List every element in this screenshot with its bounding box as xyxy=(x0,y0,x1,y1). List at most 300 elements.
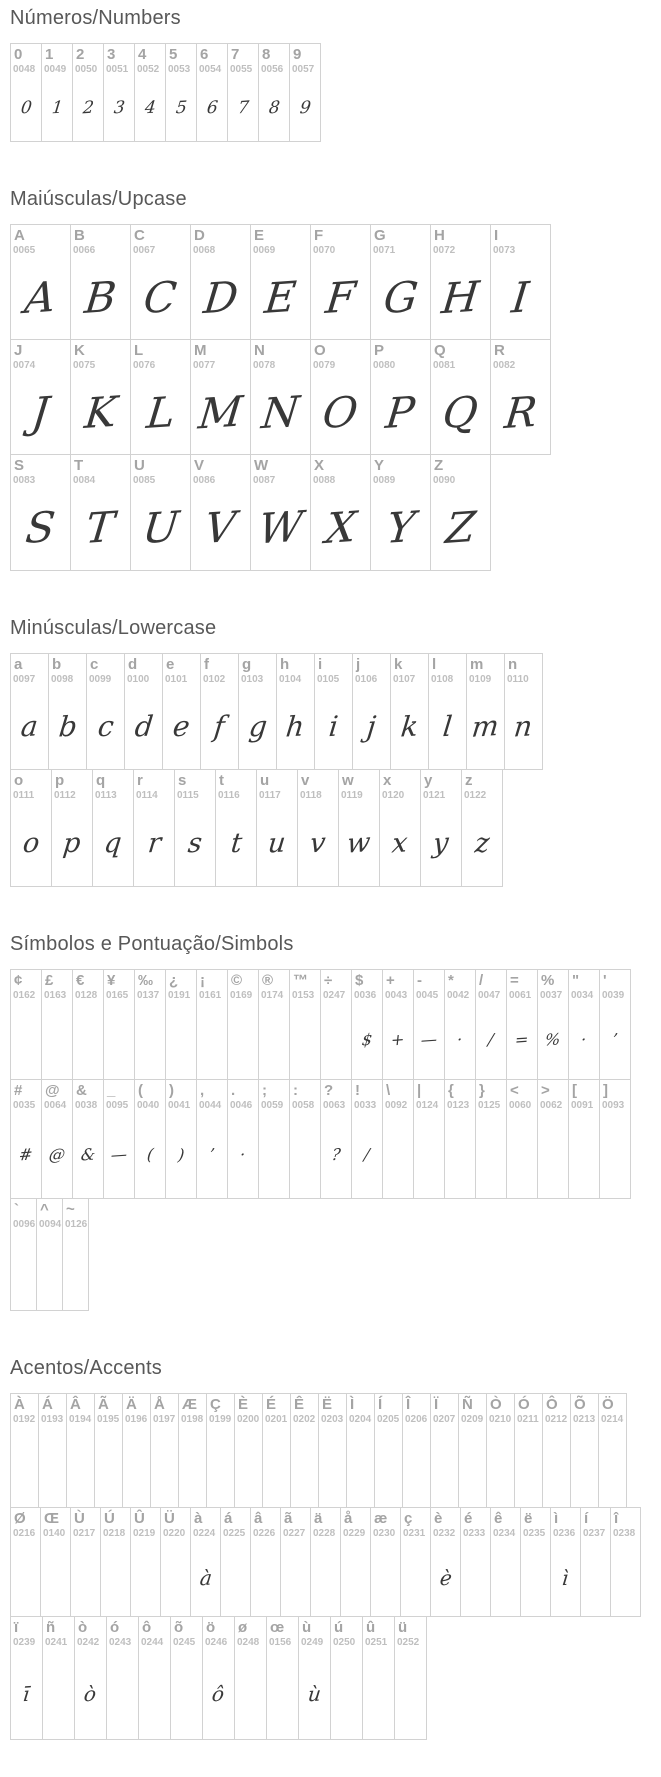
cell-glyph-area xyxy=(538,1111,568,1198)
glyph-cell xyxy=(490,224,551,340)
cell-character: J xyxy=(11,340,70,359)
cell-glyph: 6 xyxy=(207,108,218,109)
cell-character: ) xyxy=(166,1080,196,1099)
glyph-row xyxy=(10,1616,661,1740)
cell-glyph-area xyxy=(239,685,276,769)
cell-glyph: 0 xyxy=(21,108,32,109)
cell-character: $ xyxy=(352,970,382,989)
cell-character: â xyxy=(251,1508,280,1527)
cell-glyph-area xyxy=(235,1648,266,1739)
cell-glyph-area xyxy=(259,75,289,141)
glyph-cell xyxy=(444,1079,476,1199)
cell-glyph: h xyxy=(286,726,304,727)
glyph-cell xyxy=(379,769,421,887)
glyph-cell xyxy=(51,769,93,887)
glyph-cell xyxy=(42,1616,75,1740)
cell-unicode-code: 0201 xyxy=(263,1413,290,1425)
cell-glyph: è xyxy=(440,1577,452,1578)
cell-glyph-area xyxy=(131,256,190,339)
cell-unicode-code: 0217 xyxy=(71,1527,100,1539)
cell-character: Û xyxy=(131,1508,160,1527)
cell-character: ë xyxy=(521,1508,550,1527)
glyph-cell xyxy=(402,1393,431,1508)
cell-glyph: & xyxy=(81,1154,95,1155)
cell-character: ‰ xyxy=(135,970,165,989)
cell-unicode-code: 0236 xyxy=(551,1527,580,1539)
cell-glyph-area xyxy=(221,1539,250,1616)
cell-glyph-area xyxy=(352,1111,382,1198)
cell-character: É xyxy=(263,1394,290,1413)
cell-glyph-area xyxy=(251,486,310,570)
cell-unicode-code: 0120 xyxy=(380,789,420,801)
cell-character: õ xyxy=(171,1617,202,1636)
cell-character: Â xyxy=(67,1394,94,1413)
cell-glyph: $ xyxy=(362,1040,372,1041)
cell-character: Ë xyxy=(319,1394,346,1413)
cell-unicode-code: 0153 xyxy=(290,989,320,1001)
cell-glyph: N xyxy=(262,411,299,414)
glyph-cell xyxy=(340,1507,371,1617)
glyph-cell xyxy=(430,454,491,571)
cell-unicode-code: 0114 xyxy=(134,789,174,801)
cell-glyph-area xyxy=(131,486,190,570)
cell-glyph-area xyxy=(93,801,133,886)
cell-character: Ù xyxy=(71,1508,100,1527)
cell-character: - xyxy=(414,970,444,989)
cell-unicode-code: 0081 xyxy=(431,359,490,371)
cell-glyph-area xyxy=(571,1425,598,1507)
cell-character: Ò xyxy=(487,1394,514,1413)
cell-glyph: O xyxy=(323,411,358,413)
cell-glyph: @ xyxy=(49,1154,65,1155)
cell-unicode-code: 0194 xyxy=(67,1413,94,1425)
cell-unicode-code: 0246 xyxy=(203,1636,234,1648)
cell-glyph: ò xyxy=(84,1693,96,1694)
cell-glyph: g xyxy=(248,726,266,727)
cell-unicode-code: 0198 xyxy=(179,1413,206,1425)
cell-glyph: à xyxy=(199,1577,211,1578)
cell-glyph: V xyxy=(205,527,236,529)
cell-unicode-code: 0245 xyxy=(171,1636,202,1648)
cell-glyph-area xyxy=(175,801,215,886)
glyph-cell xyxy=(70,224,131,340)
glyph-cell xyxy=(351,969,383,1080)
cell-character: = xyxy=(507,970,537,989)
cell-unicode-code: 0067 xyxy=(131,244,190,256)
cell-character: î xyxy=(611,1508,640,1527)
cell-unicode-code: 0055 xyxy=(228,63,258,75)
cell-unicode-code: 0097 xyxy=(11,673,48,685)
cell-unicode-code: 0238 xyxy=(611,1527,640,1539)
cell-glyph-area xyxy=(71,256,130,339)
cell-glyph-area xyxy=(403,1425,430,1507)
cell-character: Ü xyxy=(161,1508,190,1527)
cell-character: Ö xyxy=(599,1394,626,1413)
cell-unicode-code: 0050 xyxy=(73,63,103,75)
cell-unicode-code: 0077 xyxy=(191,359,250,371)
glyph-cell xyxy=(320,969,352,1080)
cell-unicode-code: 0034 xyxy=(569,989,599,1001)
cell-glyph-area xyxy=(259,1001,289,1079)
cell-unicode-code: 0252 xyxy=(395,1636,426,1648)
glyph-cell xyxy=(382,969,414,1080)
glyph-cell xyxy=(297,769,339,887)
cell-character: s xyxy=(175,770,215,789)
cell-glyph: r xyxy=(147,843,160,844)
glyph-cell xyxy=(41,969,73,1080)
cell-character: @ xyxy=(42,1080,72,1099)
cell-character: ô xyxy=(139,1617,170,1636)
glyph-cell xyxy=(542,1393,571,1508)
cell-character: O xyxy=(311,340,370,359)
cell-glyph-area xyxy=(383,1001,413,1079)
cell-unicode-code: 0093 xyxy=(600,1099,630,1111)
cell-unicode-code: 0090 xyxy=(431,474,490,486)
cell-glyph-area xyxy=(538,1001,568,1079)
cell-glyph-area xyxy=(462,801,502,886)
cell-unicode-code: 0137 xyxy=(135,989,165,1001)
glyph-cell xyxy=(382,1079,414,1199)
cell-glyph: 9 xyxy=(300,108,311,109)
cell-character: % xyxy=(538,970,568,989)
cell-unicode-code: 0048 xyxy=(11,63,41,75)
cell-glyph: S xyxy=(26,527,55,529)
cell-glyph: e xyxy=(173,727,190,728)
cell-glyph-area xyxy=(431,486,490,570)
cell-glyph-area xyxy=(191,256,250,339)
cell-character: Ã xyxy=(95,1394,122,1413)
cell-glyph-area xyxy=(290,1001,320,1079)
glyph-cell xyxy=(165,1079,197,1199)
cell-glyph: % xyxy=(545,1040,560,1041)
cell-glyph-area xyxy=(191,486,250,570)
cell-character: R xyxy=(491,340,550,359)
cell-glyph-area xyxy=(11,801,51,886)
cell-glyph: R xyxy=(505,412,537,414)
cell-unicode-code: 0200 xyxy=(235,1413,262,1425)
glyph-cell xyxy=(599,969,631,1080)
cell-glyph-area xyxy=(228,1111,258,1198)
glyph-cell xyxy=(310,224,371,340)
cell-unicode-code: 0116 xyxy=(216,789,256,801)
cell-unicode-code: 0235 xyxy=(521,1527,550,1539)
glyph-row xyxy=(10,339,661,455)
cell-character: { xyxy=(445,1080,475,1099)
glyph-cell xyxy=(430,1507,461,1617)
cell-character: 1 xyxy=(42,44,72,63)
cell-glyph: W xyxy=(259,527,303,530)
section-lowercase xyxy=(10,617,661,887)
glyph-cell xyxy=(165,969,197,1080)
cell-character: h xyxy=(277,654,314,673)
cell-character: Î xyxy=(403,1394,430,1413)
glyph-cell xyxy=(310,1507,341,1617)
cell-glyph-area xyxy=(431,1539,460,1616)
character-map-page xyxy=(10,7,661,1740)
cell-glyph-area xyxy=(41,1539,70,1616)
cell-glyph-area xyxy=(476,1001,506,1079)
glyph-cell xyxy=(550,1507,581,1617)
cell-glyph: — xyxy=(421,1040,437,1041)
cell-glyph-area xyxy=(299,1648,330,1739)
cell-unicode-code: 0220 xyxy=(161,1527,190,1539)
cell-character: Y xyxy=(371,455,430,474)
cell-glyph-area xyxy=(507,1001,537,1079)
cell-character: } xyxy=(476,1080,506,1099)
cell-glyph-area xyxy=(87,685,124,769)
glyph-cell xyxy=(103,969,135,1080)
cell-character: p xyxy=(52,770,92,789)
cell-character: B xyxy=(71,225,130,244)
cell-glyph-area xyxy=(75,1648,106,1739)
glyph-cell xyxy=(62,1198,89,1311)
cell-unicode-code: 0249 xyxy=(299,1636,330,1648)
cell-character: g xyxy=(239,654,276,673)
cell-character: ê xyxy=(491,1508,520,1527)
cell-unicode-code: 0098 xyxy=(49,673,86,685)
cell-character: Ï xyxy=(431,1394,458,1413)
cell-glyph-area xyxy=(166,1111,196,1198)
cell-unicode-code: 0109 xyxy=(467,673,504,685)
cell-glyph-area xyxy=(569,1111,599,1198)
cell-character: + xyxy=(383,970,413,989)
glyph-cell xyxy=(394,1616,427,1740)
glyph-cell xyxy=(374,1393,403,1508)
cell-unicode-code: 0219 xyxy=(131,1527,160,1539)
cell-unicode-code: 0207 xyxy=(431,1413,458,1425)
cell-unicode-code: 0231 xyxy=(401,1527,430,1539)
cell-glyph: + xyxy=(391,1040,405,1041)
glyph-cell xyxy=(610,1507,641,1617)
glyph-cell xyxy=(234,1616,267,1740)
glyph-cell xyxy=(36,1198,63,1311)
cell-character: ÷ xyxy=(321,970,351,989)
cell-glyph-area xyxy=(491,256,550,339)
cell-glyph-area xyxy=(11,1648,42,1739)
cell-character: z xyxy=(462,770,502,789)
cell-unicode-code: 0124 xyxy=(414,1099,444,1111)
glyph-cell xyxy=(130,1507,161,1617)
cell-glyph: 2 xyxy=(83,108,94,109)
cell-unicode-code: 0060 xyxy=(507,1099,537,1111)
glyph-cell xyxy=(475,969,507,1080)
cell-glyph-area xyxy=(104,1001,134,1079)
cell-character: å xyxy=(341,1508,370,1527)
cell-glyph-area xyxy=(515,1425,542,1507)
glyph-cell xyxy=(370,454,431,571)
cell-glyph-area xyxy=(487,1425,514,1507)
cell-glyph-area xyxy=(123,1425,150,1507)
cell-character: X xyxy=(311,455,370,474)
cell-unicode-code: 0052 xyxy=(135,63,165,75)
cell-character: ¥ xyxy=(104,970,134,989)
glyph-cell xyxy=(70,1507,101,1617)
cell-unicode-code: 0226 xyxy=(251,1527,280,1539)
cell-unicode-code: 0105 xyxy=(315,673,352,685)
cell-unicode-code: 0103 xyxy=(239,673,276,685)
glyph-cell xyxy=(190,339,251,455)
cell-unicode-code: 0242 xyxy=(75,1636,106,1648)
cell-character: [ xyxy=(569,1080,599,1099)
cell-glyph-area xyxy=(600,1111,630,1198)
cell-unicode-code: 0056 xyxy=(259,63,289,75)
glyph-cell xyxy=(390,653,429,770)
cell-glyph-area xyxy=(11,1111,41,1198)
cell-glyph-area xyxy=(507,1111,537,1198)
glyph-cell xyxy=(537,969,569,1080)
cell-unicode-code: 0096 xyxy=(11,1218,36,1230)
glyph-cell xyxy=(10,43,42,142)
cell-glyph: i xyxy=(329,727,338,728)
glyph-cell xyxy=(10,224,71,340)
cell-unicode-code: 0210 xyxy=(487,1413,514,1425)
cell-character: ç xyxy=(401,1508,430,1527)
cell-glyph-area xyxy=(135,75,165,141)
cell-character: K xyxy=(71,340,130,359)
glyph-cell xyxy=(250,1507,281,1617)
glyph-cell xyxy=(520,1507,551,1617)
glyph-cell xyxy=(10,1198,37,1311)
cell-unicode-code: 0061 xyxy=(507,989,537,1001)
cell-character: T xyxy=(71,455,130,474)
cell-character: b xyxy=(49,654,86,673)
cell-glyph: w xyxy=(347,843,370,845)
cell-unicode-code: 0234 xyxy=(491,1527,520,1539)
cell-glyph: 7 xyxy=(238,108,249,109)
glyph-cell xyxy=(41,43,73,142)
cell-unicode-code: 0102 xyxy=(201,673,238,685)
glyph-cell xyxy=(72,1079,104,1199)
cell-unicode-code: 0084 xyxy=(71,474,130,486)
cell-glyph-area xyxy=(569,1001,599,1079)
cell-unicode-code: 0229 xyxy=(341,1527,370,1539)
cell-character: £ xyxy=(42,970,72,989)
cell-unicode-code: 0228 xyxy=(311,1527,340,1539)
glyph-cell xyxy=(200,653,239,770)
cell-character: 5 xyxy=(166,44,196,63)
cell-unicode-code: 0214 xyxy=(599,1413,626,1425)
glyph-cell xyxy=(568,1079,600,1199)
glyph-cell xyxy=(514,1393,543,1508)
cell-glyph-area xyxy=(431,371,490,454)
cell-unicode-code: 0083 xyxy=(11,474,70,486)
cell-unicode-code: 0046 xyxy=(228,1099,258,1111)
glyph-cell xyxy=(41,1079,73,1199)
glyph-cell xyxy=(10,1079,42,1199)
cell-unicode-code: 0079 xyxy=(311,359,370,371)
glyph-cell xyxy=(258,43,290,142)
glyph-cell xyxy=(170,1616,203,1740)
section-title: Símbolos e Pontuação/Simbols xyxy=(10,933,661,956)
cell-character: Ä xyxy=(123,1394,150,1413)
glyph-cell xyxy=(196,43,228,142)
glyph-cell xyxy=(227,969,259,1080)
cell-unicode-code: 0107 xyxy=(391,673,428,685)
cell-unicode-code: 0100 xyxy=(125,673,162,685)
cell-unicode-code: 0162 xyxy=(11,989,41,1001)
cell-glyph-area xyxy=(281,1539,310,1616)
glyph-cell xyxy=(258,969,290,1080)
cell-glyph-area xyxy=(11,1001,41,1079)
cell-character: k xyxy=(391,654,428,673)
glyph-cell xyxy=(74,1616,107,1740)
cell-glyph-area xyxy=(319,1425,346,1507)
cell-character: ì xyxy=(551,1508,580,1527)
cell-glyph: P xyxy=(386,412,415,414)
cell-glyph: I xyxy=(512,297,529,298)
cell-character: ¿ xyxy=(166,970,196,989)
cell-unicode-code: 0232 xyxy=(431,1527,460,1539)
glyph-cell xyxy=(48,653,87,770)
glyph-cell xyxy=(196,1079,228,1199)
glyph-cell xyxy=(72,43,104,142)
cell-character: & xyxy=(73,1080,103,1099)
cell-unicode-code: 0251 xyxy=(363,1636,394,1648)
cell-glyph-area xyxy=(11,685,48,769)
cell-glyph: k xyxy=(401,727,418,728)
cell-glyph-area xyxy=(67,1425,94,1507)
cell-glyph: C xyxy=(144,297,176,299)
glyph-cell xyxy=(10,769,52,887)
cell-character: 2 xyxy=(73,44,103,63)
cell-character: Ñ xyxy=(459,1394,486,1413)
glyph-cell xyxy=(486,1393,515,1508)
glyph-cell xyxy=(10,454,71,571)
cell-unicode-code: 0038 xyxy=(73,1099,103,1111)
cell-glyph-area xyxy=(101,1539,130,1616)
cell-unicode-code: 0089 xyxy=(371,474,430,486)
glyph-cell xyxy=(413,969,445,1080)
glyph-cell xyxy=(160,1507,191,1617)
cell-character: D xyxy=(191,225,250,244)
cell-glyph-area xyxy=(73,75,103,141)
cell-unicode-code: 0111 xyxy=(11,789,51,801)
glyph-cell xyxy=(475,1079,507,1199)
glyph-cell xyxy=(330,1616,363,1740)
cell-glyph: 8 xyxy=(269,108,280,109)
cell-unicode-code: 0037 xyxy=(538,989,568,1001)
cell-character: 7 xyxy=(228,44,258,63)
cell-unicode-code: 0070 xyxy=(311,244,370,256)
cell-character: Œ xyxy=(41,1508,70,1527)
glyph-row xyxy=(10,1198,661,1311)
cell-unicode-code: 0191 xyxy=(166,989,196,1001)
cell-glyph-area xyxy=(95,1425,122,1507)
cell-unicode-code: 0204 xyxy=(347,1413,374,1425)
glyph-cell xyxy=(314,653,353,770)
cell-glyph-area xyxy=(251,1539,280,1616)
cell-character: Ú xyxy=(101,1508,130,1527)
cell-glyph-area xyxy=(49,685,86,769)
cell-unicode-code: 0169 xyxy=(228,989,258,1001)
glyph-cell xyxy=(190,454,251,571)
cell-glyph-area xyxy=(491,1539,520,1616)
cell-unicode-code: 0165 xyxy=(104,989,134,1001)
cell-character: * xyxy=(445,970,475,989)
cell-character: © xyxy=(228,970,258,989)
glyph-cell xyxy=(290,1393,319,1508)
cell-glyph-area xyxy=(581,1539,610,1616)
cell-glyph: t xyxy=(231,843,242,844)
cell-glyph: 4 xyxy=(145,108,156,109)
cell-glyph-area xyxy=(197,1001,227,1079)
cell-glyph-area xyxy=(461,1539,490,1616)
cell-glyph-area xyxy=(251,256,310,339)
cell-unicode-code: 0123 xyxy=(445,1099,475,1111)
cell-character: À xyxy=(11,1394,38,1413)
cell-unicode-code: 0074 xyxy=(11,359,70,371)
glyph-cell xyxy=(599,1079,631,1199)
